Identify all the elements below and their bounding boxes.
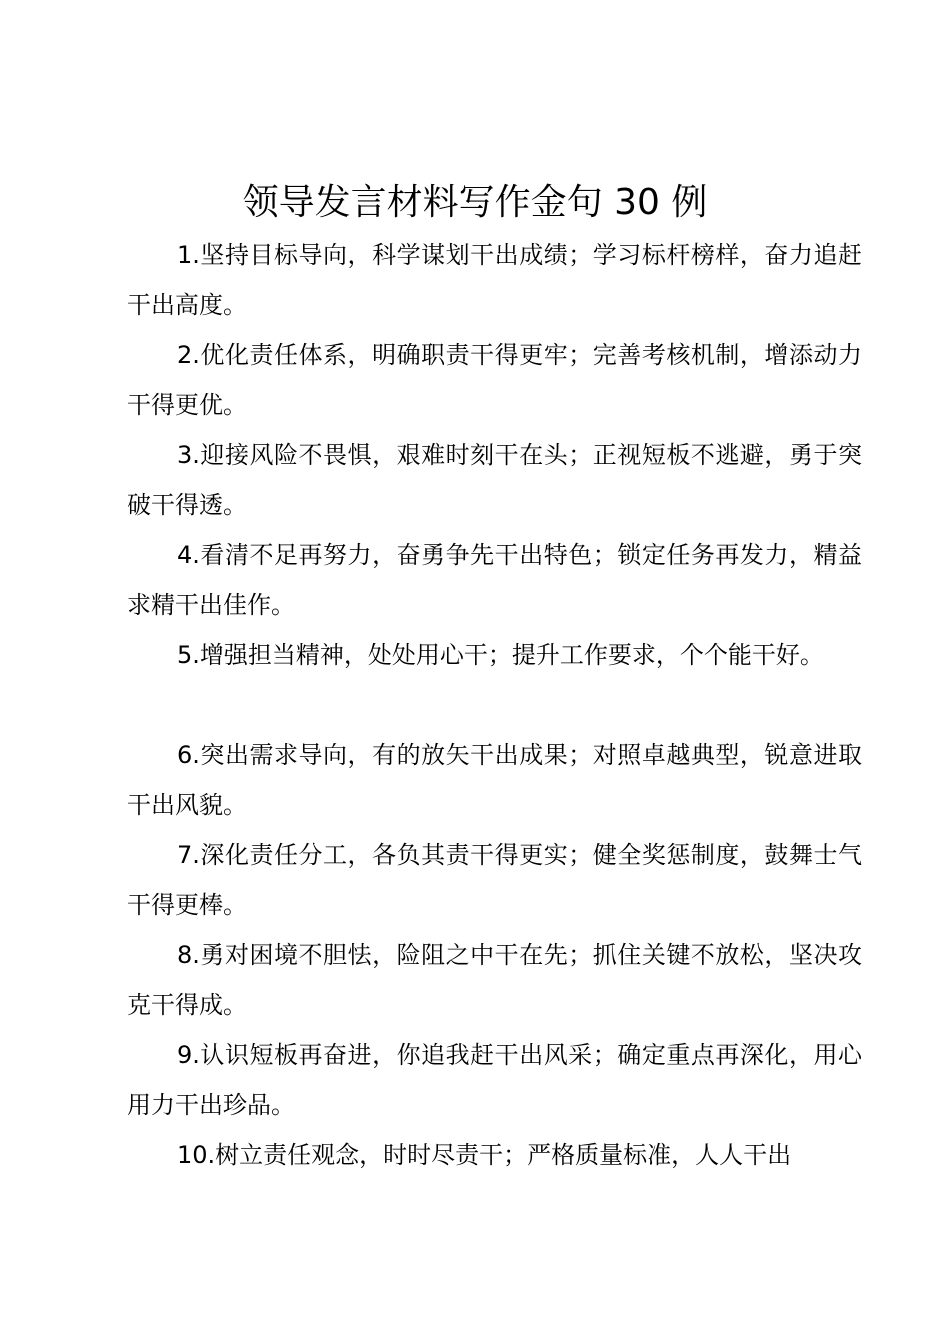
paragraph-7: 7.深化责任分工，各负其责干得更实；健全奖惩制度，鼓舞士气干得更棒。 bbox=[127, 841, 862, 919]
paragraph-9: 9.认识短板再奋进，你追我赶干出风采；确定重点再深化，用心用力干出珍品。 bbox=[127, 1041, 862, 1119]
paragraph-1: 1.坚持目标导向，科学谋划干出成绩；学习标杆榜样，奋力追赶干出高度。 bbox=[127, 241, 862, 319]
paragraph-5: 5.增强担当精神，处处用心干；提升工作要求，个个能干好。 bbox=[177, 641, 824, 669]
paragraph-10: 10.树立责任观念，时时尽责干；严格质量标准，人人干出 bbox=[177, 1141, 792, 1169]
paragraph-2: 2.优化责任体系，明确职责干得更牢；完善考核机制，增添动力干得更优。 bbox=[127, 341, 862, 419]
document-body bbox=[127, 230, 862, 1180]
paragraph-4: 4.看清不足再努力，奋勇争先干出特色；锁定任务再发力，精益求精干出佳作。 bbox=[127, 541, 862, 619]
document-title: 领导发言材料写作金句 30 例 bbox=[242, 182, 708, 223]
paragraph-3: 3.迎接风险不畏惧，艰难时刻干在头；正视短板不逃避，勇于突破干得透。 bbox=[127, 441, 862, 519]
paragraph-8: 8.勇对困境不胆怯，险阻之中干在先；抓住关键不放松，坚决攻克干得成。 bbox=[127, 941, 862, 1019]
paragraph-6: 6.突出需求导向，有的放矢干出成果；对照卓越典型，锐意进取干出风貌。 bbox=[127, 741, 862, 819]
